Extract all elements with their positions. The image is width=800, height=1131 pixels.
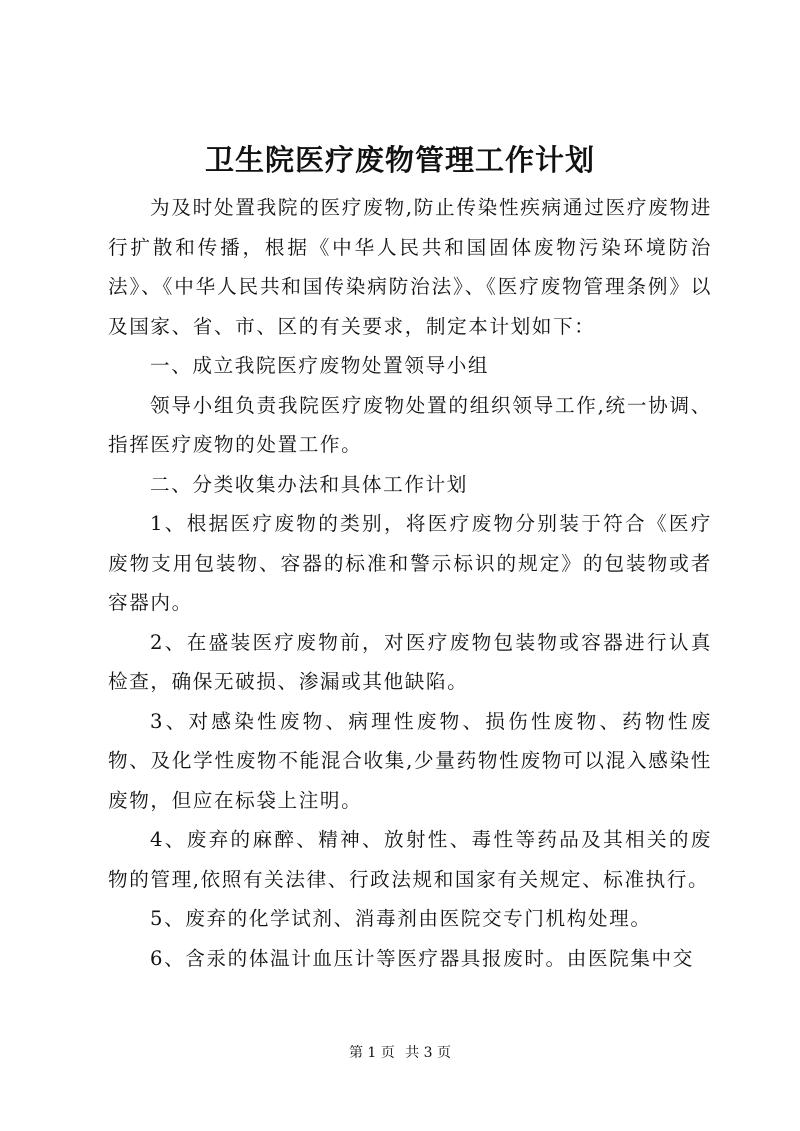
list-item: 4、废弃的麻醉、精神、放射性、毒性等药品及其相关的废物的管理,依照有关法律、行政法规和国家有关规定、标准执行。 <box>108 828 712 891</box>
page-number: 第 1 页 <box>348 1045 395 1061</box>
body-paragraph: 领导小组负责我院医疗废物处置的组织领导工作,统一协调、指挥医疗废物的处置工作。 <box>108 393 712 456</box>
section-heading: 二、分类收集办法和具体工作计划 <box>150 472 468 496</box>
list-item: 2、在盛装医疗废物前，对医疗废物包装物或容器进行认真检查，确保无破损、渗漏或其他缺陷。 <box>108 630 712 693</box>
page-total: 共 3 页 <box>405 1045 452 1061</box>
page-footer <box>0 1043 800 1063</box>
document-body <box>108 188 712 978</box>
section-heading: 一、成立我院医疗废物处置领导小组 <box>150 354 490 377</box>
list-item: 1、根据医疗废物的类别，将医疗废物分别装于符合《医疗废物支用包装物、容器的标准和警示标识的规定》的包装物或者容器内。 <box>108 512 712 614</box>
list-item: 3、对感染性废物、病理性废物、损伤性废物、药物性废物、及化学性废物不能混合收集,少量药物性废物可以混入感染性废物，但应在标袋上注明。 <box>108 709 712 812</box>
document-title: 卫生院医疗废物管理工作计划 <box>204 143 595 177</box>
list-item: 6、含汞的体温计血压计等医疗器具报废时。由医院集中交 <box>150 946 694 970</box>
list-item: 5、废弃的化学试剂、消毒剂由医院交专门机构处理。 <box>150 907 652 930</box>
body-paragraph: 为及时处置我院的医疗废物,防止传染性疾病通过医疗废物进行扩散和传播，根据《中华人民共和国固体废物污染环境防治法》、《中华人民共和国传染病防治法》、《医疗废物管理条例》以及国家、省、市、区的有关要求，制定本计划如下： <box>108 196 712 338</box>
